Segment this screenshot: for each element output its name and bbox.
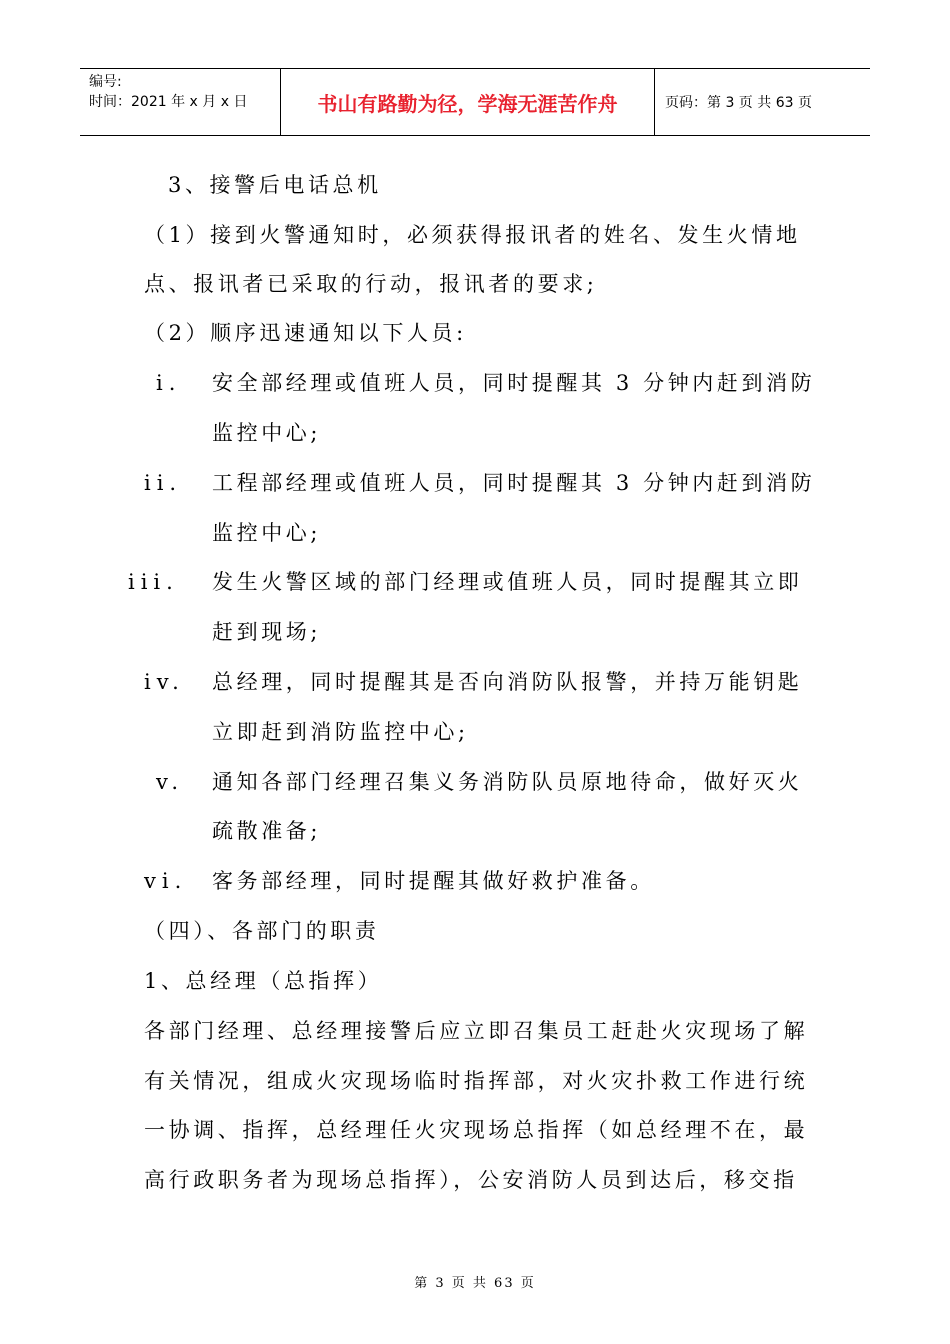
page-footer: 第 3 页 共 63 页	[414, 1276, 536, 1291]
sub-item-text-continued: 赶到现场;	[212, 620, 322, 644]
sub-item-text-continued: 疏散准备;	[212, 819, 322, 843]
sub-item-marker: iv.	[144, 670, 185, 694]
header-page-info: 页码：第 3 页 共 63 页	[665, 95, 812, 111]
header-motto: 书山有路勤为径，学海无涯苦作舟	[281, 69, 655, 135]
paragraph-line: 高行政职务者为现场总指挥），公安消防人员到达后，移交指	[144, 1168, 798, 1192]
paragraph-line: 有关情况，组成火灾现场临时指挥部，对火灾扑救工作进行统	[144, 1069, 809, 1093]
section-4-title: （四）、各部门的职责	[144, 919, 380, 943]
sub-item-marker: vi.	[144, 869, 188, 893]
paragraph-line: 各部门经理、总经理接警后应立即召集员工赶赴火灾现场了解	[144, 1019, 809, 1043]
item-2: （2）顺序迅速通知以下人员:	[144, 321, 467, 345]
document-date: 时间：2021 年 x 月 x 日	[89, 94, 248, 110]
document-number-label: 编号:	[89, 74, 122, 90]
page-header	[80, 68, 870, 136]
sub-item-text: 总经理，同时提醒其是否向消防队报警，并持万能钥匙	[212, 670, 803, 694]
sub-item-marker: iii.	[128, 570, 179, 594]
subsection-1-title: 1、总经理（总指挥）	[144, 969, 383, 993]
header-meta	[80, 69, 281, 135]
sub-item-text-continued: 立即赶到消防监控中心;	[212, 720, 469, 744]
paragraph-line: 一协调、指挥，总经理任火灾现场总指挥（如总经理不在，最	[144, 1118, 809, 1142]
sub-item-text: 发生火警区域的部门经理或值班人员，同时提醒其立即	[212, 570, 803, 594]
section-3-title: 3、接警后电话总机	[168, 173, 382, 197]
sub-item-marker: v.	[156, 770, 185, 794]
sub-item-text: 通知各部门经理召集义务消防队员原地待命，做好灭火	[212, 770, 803, 794]
sub-item-text-continued: 监控中心;	[212, 421, 322, 445]
sub-item-text: 工程部经理或值班人员，同时提醒其 3 分钟内赶到消防	[212, 471, 816, 495]
item-1: （1）接到火警通知时，必须获得报讯者的姓名、发生火情地	[144, 223, 801, 247]
sub-item-marker: ii.	[144, 471, 183, 495]
sub-item-marker: i.	[156, 371, 182, 395]
sub-item-text: 客务部经理，同时提醒其做好救护准备。	[212, 869, 655, 893]
sub-item-text-continued: 监控中心;	[212, 521, 322, 545]
sub-item-text: 安全部经理或值班人员，同时提醒其 3 分钟内赶到消防	[212, 371, 816, 395]
item-1-continued: 点、报讯者已采取的行动，报讯者的要求;	[144, 272, 598, 296]
